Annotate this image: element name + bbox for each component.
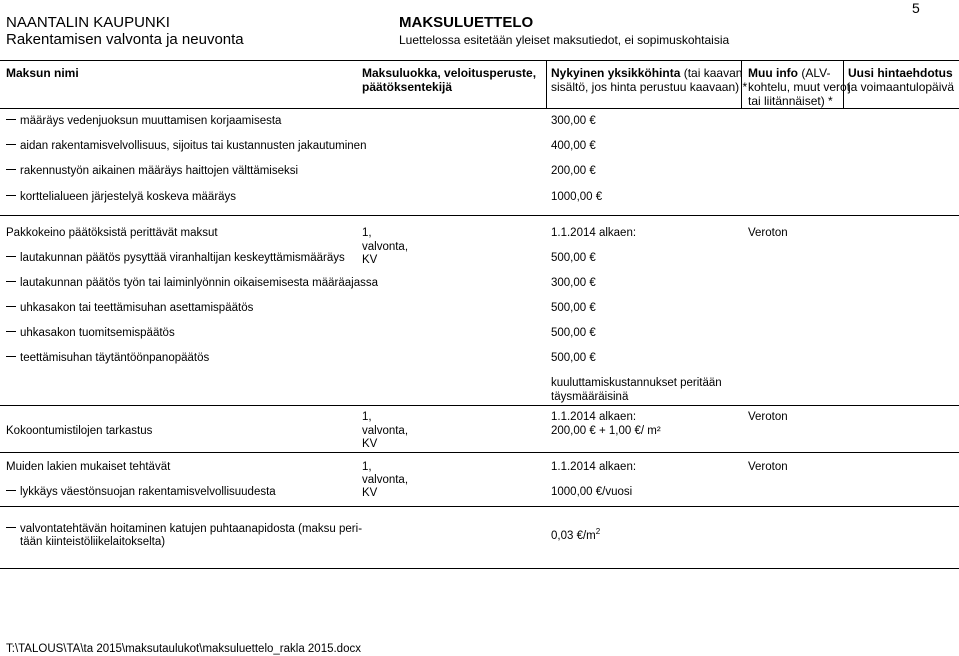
- list-item: uhkasakon tuomitsemispäätös: [6, 326, 175, 340]
- price-value: 1000,00 €/vuosi: [551, 486, 633, 498]
- class-line: valvonta,: [362, 241, 409, 253]
- page-number: 5: [912, 0, 920, 16]
- class-line: KV: [362, 487, 378, 499]
- row-divider: [0, 405, 959, 406]
- header-maksuluokka: Maksuluokka, veloitusperuste, päätöksentekijä: [362, 66, 537, 94]
- price-value: 400,00 €: [551, 140, 596, 152]
- doc-subtitle: Luettelossa esitetään yleiset maksutiedot, ei sopimuskohtaisia: [399, 33, 730, 47]
- price-value: 300,00 €: [551, 277, 596, 289]
- price-value: 500,00 €: [551, 252, 596, 264]
- vat-status: Veroton: [748, 227, 788, 239]
- class-line: KV: [362, 254, 378, 266]
- list-item-continuation: tään kiinteistöliikelaitokselta): [20, 536, 166, 548]
- note-line: täysmääräisinä: [551, 391, 629, 403]
- list-item: korttelialueen järjestelyä koskeva määräys: [6, 190, 236, 204]
- vat-status: Veroton: [748, 461, 788, 473]
- price-value: 300,00 €: [551, 115, 596, 127]
- note-line: kuuluttamiskustannukset peritään: [551, 377, 722, 389]
- price-value: 500,00 €: [551, 327, 596, 339]
- price-value: 500,00 €: [551, 302, 596, 314]
- row-divider: [0, 452, 959, 453]
- class-line: 1,: [362, 461, 372, 473]
- table-bottom-border: [0, 568, 959, 569]
- list-item: määräys vedenjuoksun muuttamisen korjaamisesta: [6, 114, 281, 128]
- class-line: valvonta,: [362, 425, 409, 437]
- header-divider-1: [546, 60, 547, 108]
- table-top-border: [0, 60, 959, 61]
- group-title: Pakkokeino päätöksistä perittävät maksut: [6, 227, 218, 239]
- list-item: aidan rakentamisvelvollisuus, sijoitus tai kustannusten jakautuminen: [6, 139, 366, 153]
- header-maksun-nimi: Maksun nimi: [6, 66, 79, 80]
- header-bottom-border: [0, 108, 959, 109]
- row-divider: [0, 215, 959, 216]
- class-line: 1,: [362, 227, 372, 239]
- list-item: lykkäys väestönsuojan rakentamisvelvollisuudesta: [6, 485, 276, 499]
- class-line: valvonta,: [362, 474, 409, 486]
- group-title: Kokoontumistilojen tarkastus: [6, 425, 153, 437]
- list-item: uhkasakon tai teettämisuhan asettamispäätös: [6, 301, 253, 315]
- list-item: teettämisuhan täytäntöönpanopäätös: [6, 351, 209, 365]
- date-label: 1.1.2014 alkaen:: [551, 411, 637, 423]
- price-value: 0,03 $€/m^2$: [551, 527, 601, 542]
- date-label: 1.1.2014 alkaen:: [551, 227, 637, 239]
- doc-title: MAKSULUETTELO: [399, 14, 534, 31]
- row-divider: [0, 506, 959, 507]
- price-value: 1000,00 €: [551, 191, 603, 203]
- vat-status: Veroton: [748, 411, 788, 423]
- class-line: KV: [362, 438, 378, 450]
- list-item: valvontatehtävän hoitaminen katujen puhtaanapidosta (maksu peri-: [6, 522, 362, 536]
- list-item: lautakunnan päätös pysyttää viranhaltijan keskeyttämismääräys: [6, 251, 345, 265]
- header-nykyinen-hinta: Nykyinen yksikköhinta (tai kaavan sisältö, jos hinta perustuu kaavaan) *: [551, 66, 748, 94]
- header-uusi-hintaehdotus: Uusi hintaehdotus ja voimaantulopäivä: [848, 66, 955, 94]
- department-name: Rakentamisen valvonta ja neuvonta: [6, 31, 244, 48]
- list-item: rakennustyön aikainen määräys haittojen välttämiseksi: [6, 164, 298, 178]
- list-item: lautakunnan päätös työn tai laiminlyönnin oikaisemisesta määräajassa: [6, 276, 378, 290]
- footer-file-path: T:\TALOUS\TA\ta 2015\maksutaulukot\maksuluettelo_rakla 2015.docx: [6, 643, 361, 655]
- group-title: Muiden lakien mukaiset tehtävät: [6, 461, 171, 473]
- header-muu-info: Muu info (ALV- kohtelu, muut verot tai liitännäiset) *: [748, 66, 851, 108]
- price-value: 500,00 €: [551, 352, 596, 364]
- price-value: 200,00 €: [551, 165, 596, 177]
- org-name: NAANTALIN KAUPUNKI: [6, 14, 170, 31]
- date-label: 1.1.2014 alkaen:: [551, 461, 637, 473]
- price-value: 200,00 € + 1,00 €/ m²: [551, 425, 661, 437]
- class-line: 1,: [362, 411, 372, 423]
